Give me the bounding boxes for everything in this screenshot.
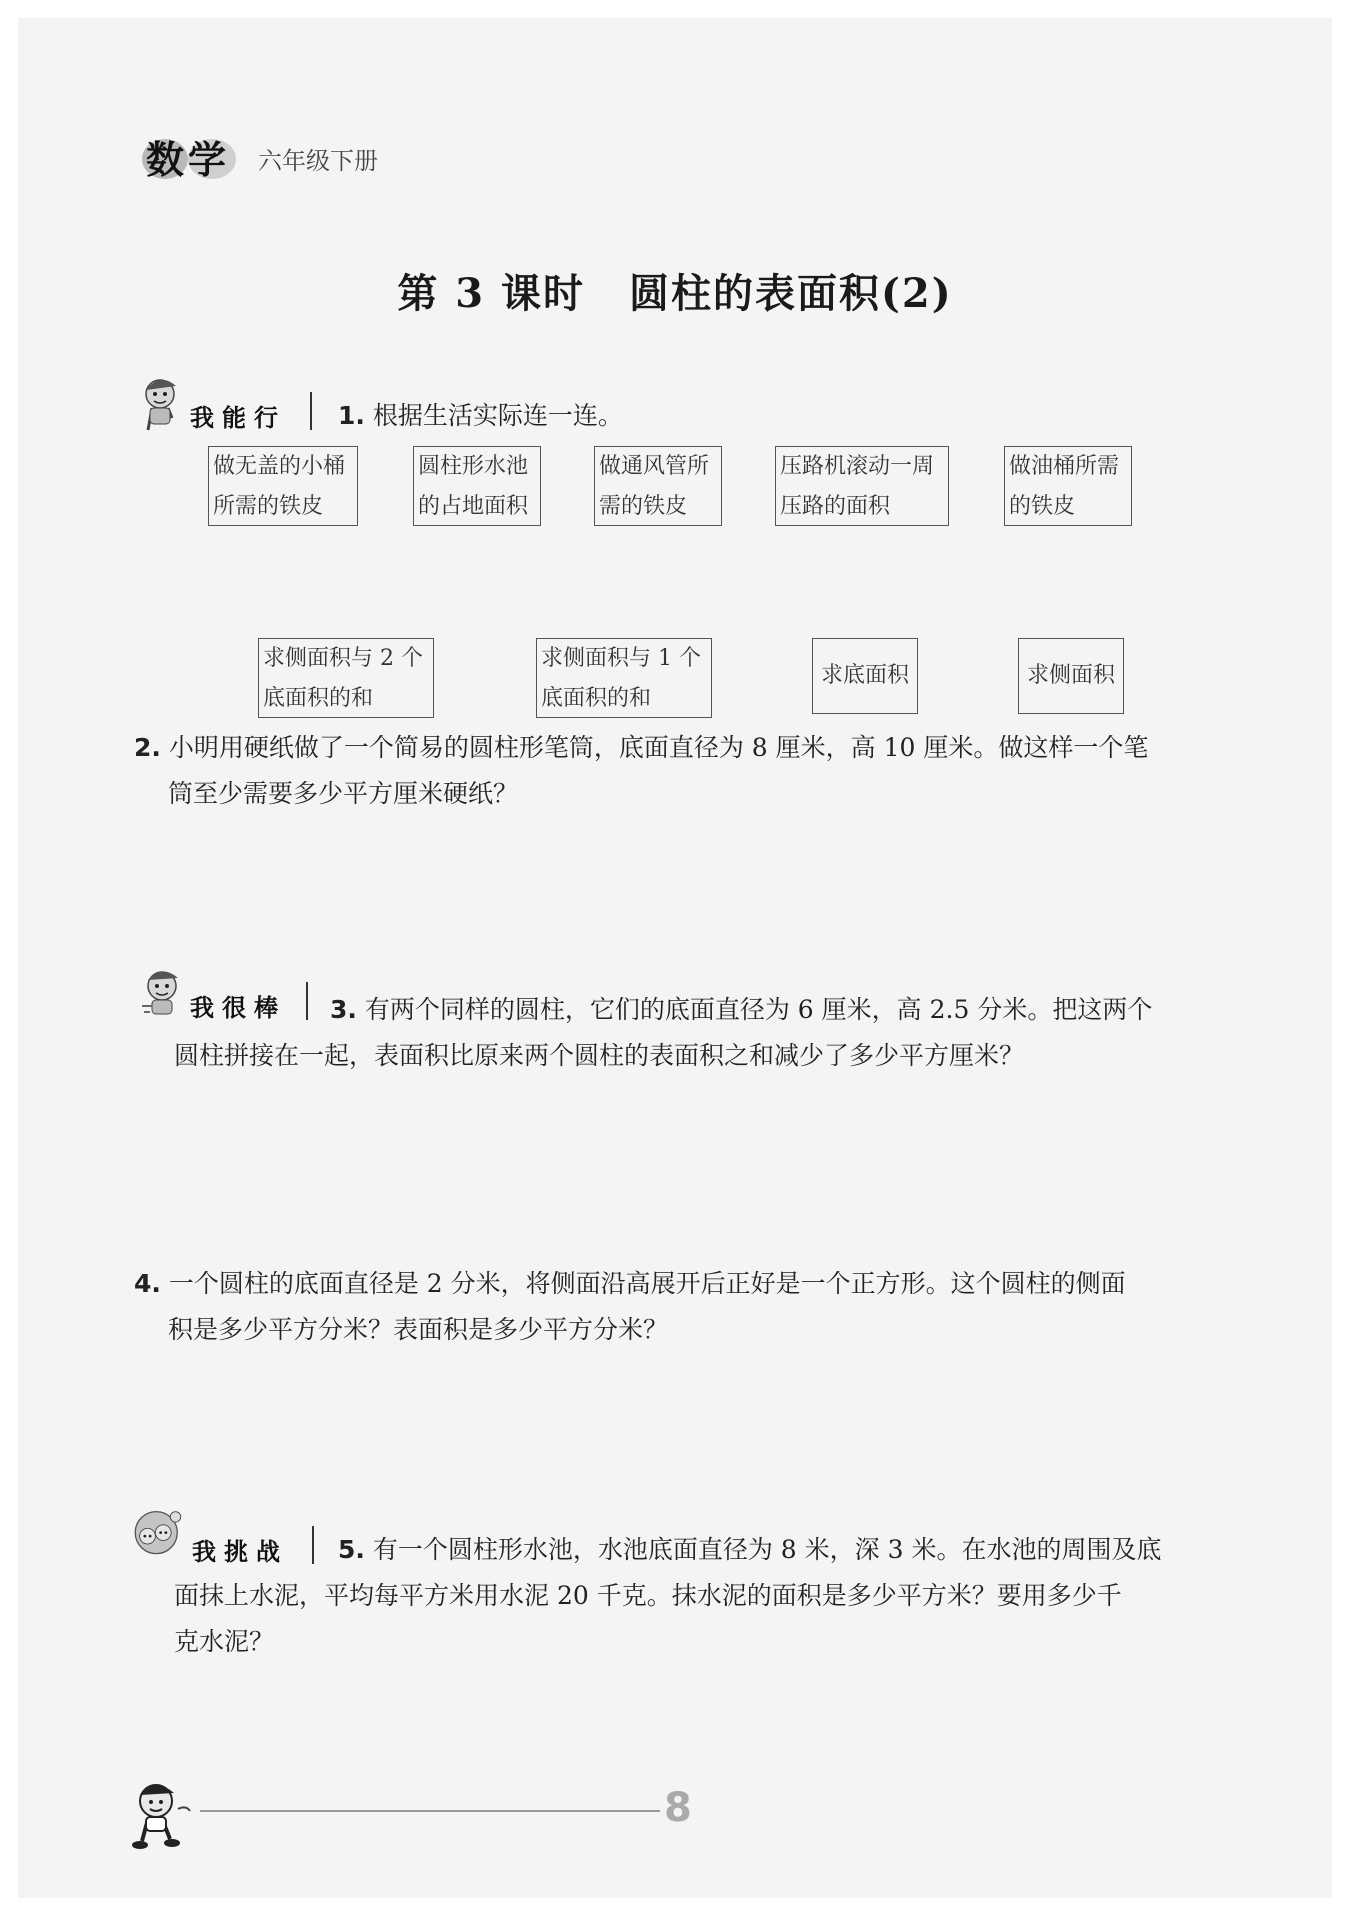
mascot-icon [130, 1502, 186, 1572]
q4-line1 [134, 1262, 1126, 1306]
mascot-icon [138, 962, 194, 1032]
match-top-item-3[interactable] [594, 446, 722, 526]
q1-prompt: 根据生活实际连一连。 [372, 401, 623, 430]
q2-number: 2. [134, 733, 161, 762]
q2-line1 [134, 726, 1148, 770]
match-bottom-item-2-line1: 求侧面积与 1 个 [541, 646, 701, 671]
match-top-item-1[interactable] [208, 446, 358, 526]
match-bottom-item-1-line1: 求侧面积与 2 个 [263, 646, 423, 671]
match-bottom-item-2[interactable] [536, 638, 712, 718]
q3-line2: 圆柱拼接在一起，表面积比原来两个圆柱的表面积之和减少了多少平方厘米？ [174, 1041, 1025, 1070]
section-badge-1 [138, 368, 318, 448]
match-bottom-item-4[interactable] [1018, 638, 1124, 714]
subject-label: 数学 [146, 138, 231, 182]
match-top-item-3-line1: 做通风管所 [599, 454, 710, 479]
q3-line1 [330, 988, 1152, 1032]
section-label-2: 我很棒 [190, 994, 286, 1022]
match-bottom-item-4-line1: 求侧面积 [1026, 663, 1115, 688]
section-badge-2 [138, 962, 318, 1042]
lesson-title [0, 262, 1350, 319]
q4-line2: 积是多少平方分米？表面积是多少平方分米？ [168, 1315, 669, 1344]
footer-rule [200, 1810, 660, 1812]
match-bottom-item-2-line2: 底面积的和 [541, 686, 652, 711]
subject-badge [140, 125, 240, 181]
match-bottom-item-3[interactable] [812, 638, 918, 714]
q1-text [338, 394, 623, 438]
q5-line3: 克水泥？ [174, 1627, 275, 1656]
match-bottom-item-3-line1: 求底面积 [820, 663, 909, 688]
section-badge-3 [130, 1502, 310, 1582]
footer-mascot-icon [128, 1775, 198, 1855]
match-top-item-1-line2: 所需的铁皮 [213, 494, 324, 519]
q4-text-line1: 一个圆柱的底面直径是 2 分米，将侧面沿高展开后正好是一个正方形。这个圆柱的侧面 [168, 1269, 1126, 1298]
match-top-item-5[interactable] [1004, 446, 1132, 526]
match-top-item-2-line1: 圆柱形水池 [418, 454, 529, 479]
lesson-number: 第 3 课时 [397, 270, 585, 317]
match-bottom-item-1-line2: 底面积的和 [263, 686, 374, 711]
q5-line1 [338, 1528, 1161, 1572]
grade-label: 六年级下册 [258, 147, 378, 175]
page-number: 8 [664, 1785, 692, 1831]
match-top-item-5-line1: 做油桶所需 [1009, 454, 1120, 479]
match-bottom-item-1[interactable] [258, 638, 434, 718]
q1-number: 1. [338, 401, 365, 430]
q3-text-line1: 有两个同样的圆柱，它们的底面直径为 6 厘米，高 2.5 分米。把这两个 [364, 995, 1153, 1024]
match-top-item-2-line2: 的占地面积 [418, 494, 529, 519]
q2-line2: 筒至少需要多少平方厘米硬纸？ [168, 779, 519, 808]
q5-number: 5. [338, 1535, 365, 1564]
match-top-item-4-line2: 压路的面积 [780, 494, 891, 519]
match-top-item-4[interactable] [775, 446, 949, 526]
lesson-name: 圆柱的表面积(2) [629, 270, 953, 317]
match-top-item-5-line2: 的铁皮 [1009, 494, 1076, 519]
match-top-item-3-line2: 需的铁皮 [599, 494, 688, 519]
section-label-3: 我挑战 [192, 1538, 288, 1566]
q2-text-line1: 小明用硬纸做了一个简易的圆柱形笔筒，底面直径为 8 厘米，高 10 厘米。做这样一个笔 [168, 733, 1149, 762]
mascot-icon [138, 368, 194, 438]
match-top-item-2[interactable] [413, 446, 541, 526]
q5-text-line1: 有一个圆柱形水池，水池底面直径为 8 米，深 3 米。在水池的周围及底 [372, 1535, 1162, 1564]
q4-number: 4. [134, 1269, 161, 1298]
q3-number: 3. [330, 995, 357, 1024]
match-top-item-1-line1: 做无盖的小桶 [213, 454, 346, 479]
q5-line2: 面抹上水泥，平均每平方米用水泥 20 千克。抹水泥的面积是多少平方米？要用多少千 [174, 1581, 1122, 1610]
section-label-1: 我能行 [190, 404, 286, 432]
match-top-item-4-line1: 压路机滚动一周 [780, 454, 935, 479]
